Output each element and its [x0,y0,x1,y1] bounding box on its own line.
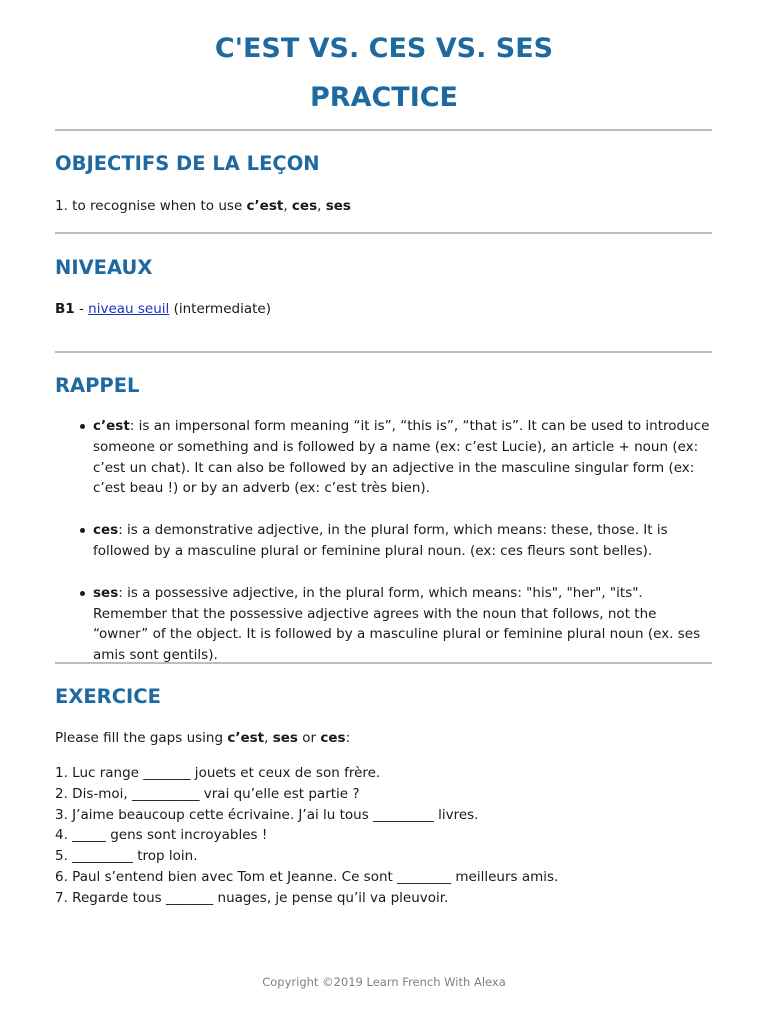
niveaux-dash: - [74,301,89,317]
objectifs-item-prefix: 1. to recognise when to use [55,198,247,214]
exercice-heading: EXERCICE [55,685,161,708]
rappel-term: ses [93,584,119,601]
objectifs-word-cest: c’est [246,198,284,214]
niveaux-level: B1 [55,301,75,317]
title-line-1: C'EST VS. CES VS. SES [214,33,554,64]
rappel-text: : is an impersonal form meaning “it is”, “this is”, “that is”. It can be used to introduce someone or something and is followed by a name (ex: c’est Lucie), an article + noun (ex: c’est un chat). It can also be followed by an adjective in the masculine singular form (ex: c’est beau !) or by an adverb (ex: c’est très bien). [93,418,710,497]
objectifs-sep-2: , [317,198,326,214]
exercise-item: 1. Luc range _______ jouets et ceux de son frère. [55,765,381,781]
rappel-item-ses [55,583,715,666]
rappel-list [55,416,715,687]
exercise-item: 4. _____ gens sont incroyables ! [55,827,268,844]
rappel-text: : is a possessive adjective, in the plural form, which means: "his", "her", "its". Remember that the possessive adjective agrees with the noun that follows, not the “owner” of the object. It is followed by a masculine plural or feminine plural noun (ex. ses amis sont gentils). [93,584,701,664]
instr-word-ces: ces [320,730,346,746]
exercice-instructions [55,728,715,748]
instr-word-cest: c’est [227,730,265,746]
objectifs-word-ses: ses [325,198,351,214]
exercise-item: 6. Paul s’entend bien avec Tom et Jeanne. Ce sont ________ meilleurs amis. [55,868,559,885]
niveau-seuil-link[interactable]: niveau seuil [88,301,170,317]
instr-sep-3: : [345,730,351,746]
instr-sep-2: or [297,730,321,746]
divider [55,232,712,234]
exercise-item: 7. Regarde tous _______ nuages, je pense qu’il va pleuvoir. [55,889,449,906]
divider [55,351,712,353]
instr-prefix: Please fill the gaps using [55,730,228,746]
instr-word-ses: ses [272,730,298,746]
exercise-item: 3. J’aime beaucoup cette écrivaine. J’ai lu tous _________ livres. [55,806,479,823]
page-title [0,24,768,122]
instr-sep-1: , [264,730,273,746]
objectifs-sep-1: , [283,198,292,214]
rappel-term: ces [93,522,119,539]
exercise-item: 2. Dis-moi, __________ vrai qu’elle est partie ? [55,785,360,802]
rappel-heading: RAPPEL [55,374,140,397]
rappel-term: c’est [93,418,130,434]
divider [55,129,712,131]
footer-copyright: Copyright ©2019 Learn French With Alexa [262,975,506,989]
objectifs-item [55,196,715,216]
objectifs-word-ces: ces [291,198,318,214]
exercise-item: 5. _________ trop loin. [55,848,198,865]
rappel-item-ces [55,520,715,562]
niveaux-line [55,299,715,319]
exercise-list [55,763,558,909]
niveaux-heading: NIVEAUX [55,256,153,279]
title-line-2: PRACTICE [309,82,458,113]
objectifs-heading: OBJECTIFS DE LA LEÇON [55,152,320,175]
rappel-item-cest [55,416,715,499]
divider [55,662,712,664]
rappel-text: : is a demonstrative adjective, in the plural form, which means: these, those. It is followed by a masculine plural or feminine plural noun. (ex: ces fleurs sont belles). [93,522,668,559]
niveaux-suffix: (intermediate) [169,301,271,317]
